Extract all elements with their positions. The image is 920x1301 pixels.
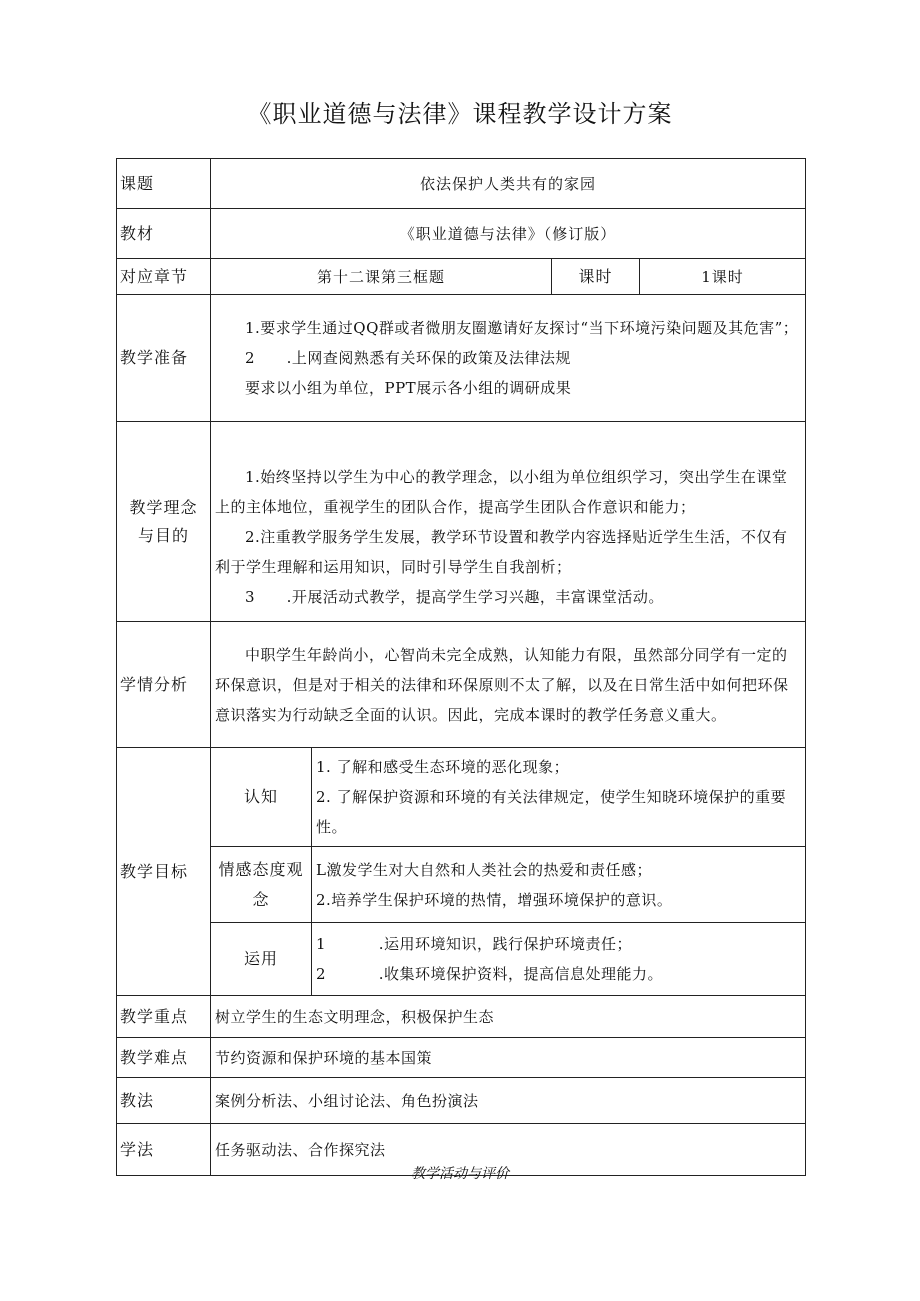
emotion-item-1: L激发学生对大自然和人类社会的热爱和责任感； (316, 860, 652, 879)
prep-item-2: 2 .上网查阅熟悉有关环保的政策及法律法规 (245, 349, 571, 367)
philosophy-item-3: 3 .开展活动式教学，提高学生学习兴趣，丰富课堂活动。 (245, 587, 664, 606)
philosophy-item-2: 2.注重教学服务学生发展，教学环节设置和教学内容选择贴近学生生活，不仅有利于学生理解和运用知识，同时引导学生自我剖析； (215, 527, 788, 576)
footer-caption: 教学活动与评价 (411, 1166, 509, 1182)
value-key-point: 树立学生的生态文明理念，积极保护生态 (211, 996, 806, 1038)
row-textbook (117, 209, 806, 259)
label-philosophy-1: 教学理念 (129, 497, 198, 517)
label-analysis: 学情分析 (117, 622, 211, 748)
row-analysis (117, 622, 806, 748)
value-difficulty: 节约资源和保护环境的基本国策 (211, 1038, 806, 1078)
label-goals: 教学目标 (117, 748, 211, 996)
application-item-2: 2 .收集环境保护资料，提高信息处理能力。 (316, 965, 663, 983)
label-hours: 课时 (552, 259, 640, 295)
row-topic (117, 159, 806, 209)
label-prep: 教学准备 (117, 295, 211, 422)
emotion-item-2: 2.培养学生保护环境的热情，增强环境保护的意识。 (316, 890, 673, 909)
prep-item-3: 要求以小组为单位，PPT展示各小组的调研成果 (245, 379, 572, 397)
cognition-item-1: 1. 了解和感受生态环境的恶化现象； (316, 758, 570, 776)
label-method: 教法 (117, 1078, 211, 1124)
value-topic: 依法保护人类共有的家园 (211, 159, 806, 209)
cognition-item-2: 2. 了解保护资源和环境的有关法律规定，使学生知晓环境保护的重要性。 (316, 788, 787, 836)
label-chapter: 对应章节 (117, 259, 211, 295)
philosophy-item-1: 1.始终坚持以学生为中心的教学理念，以小组为单位组织学习，突出学生在课堂上的主体地位，重视学生的团队合作，提高学生团队合作意识和能力； (215, 467, 788, 516)
value-hours: 1课时 (640, 259, 806, 295)
label-emotion-2: 念 (252, 889, 270, 909)
application-item-1: 1 .运用环境知识，践行保护环境责任； (316, 935, 632, 953)
label-topic: 课题 (117, 159, 211, 209)
row-goals-cognition (117, 748, 806, 847)
value-learning: 任务驱动法、合作探究法 (211, 1124, 806, 1176)
row-method (117, 1078, 806, 1124)
row-prep (117, 295, 806, 422)
value-textbook: 《职业道德与法律》（修订版） (211, 209, 806, 259)
label-application: 运用 (211, 923, 312, 996)
label-philosophy-2: 与目的 (137, 525, 189, 545)
label-learning: 学法 (117, 1124, 211, 1176)
label-emotion-1: 情感态度观 (218, 859, 304, 879)
row-goals-application (117, 923, 806, 996)
label-cognition: 认知 (211, 748, 312, 847)
label-textbook: 教材 (117, 209, 211, 259)
page-title: 《职业道德与法律》课程教学设计方案 (247, 100, 673, 128)
label-difficulty: 教学难点 (117, 1038, 211, 1078)
row-goals-emotion (117, 847, 806, 923)
row-key-point (117, 996, 806, 1038)
label-key-point: 教学重点 (117, 996, 211, 1038)
row-chapter (117, 259, 806, 295)
value-chapter: 第十二课第三框题 (211, 259, 552, 295)
value-analysis: 中职学生年龄尚小，心智尚未完全成熟，认知能力有限，虽然部分同学有一定的环保意识，但是对于相关的法律和环保原则不太了解，以及在日常生活中如何把环保意识落实为行动缺乏全面的认识。因此，完成本课时的教学任务意义重大。 (211, 622, 806, 748)
row-difficulty (117, 1038, 806, 1078)
lesson-plan-table (116, 158, 806, 1176)
row-philosophy (117, 422, 806, 622)
value-method: 案例分析法、小组讨论法、角色扮演法 (211, 1078, 806, 1124)
prep-item-1: 1.要求学生通过QQ群或者微朋友圈邀请好友探讨“当下环境污染问题及其危害”； (245, 319, 799, 337)
